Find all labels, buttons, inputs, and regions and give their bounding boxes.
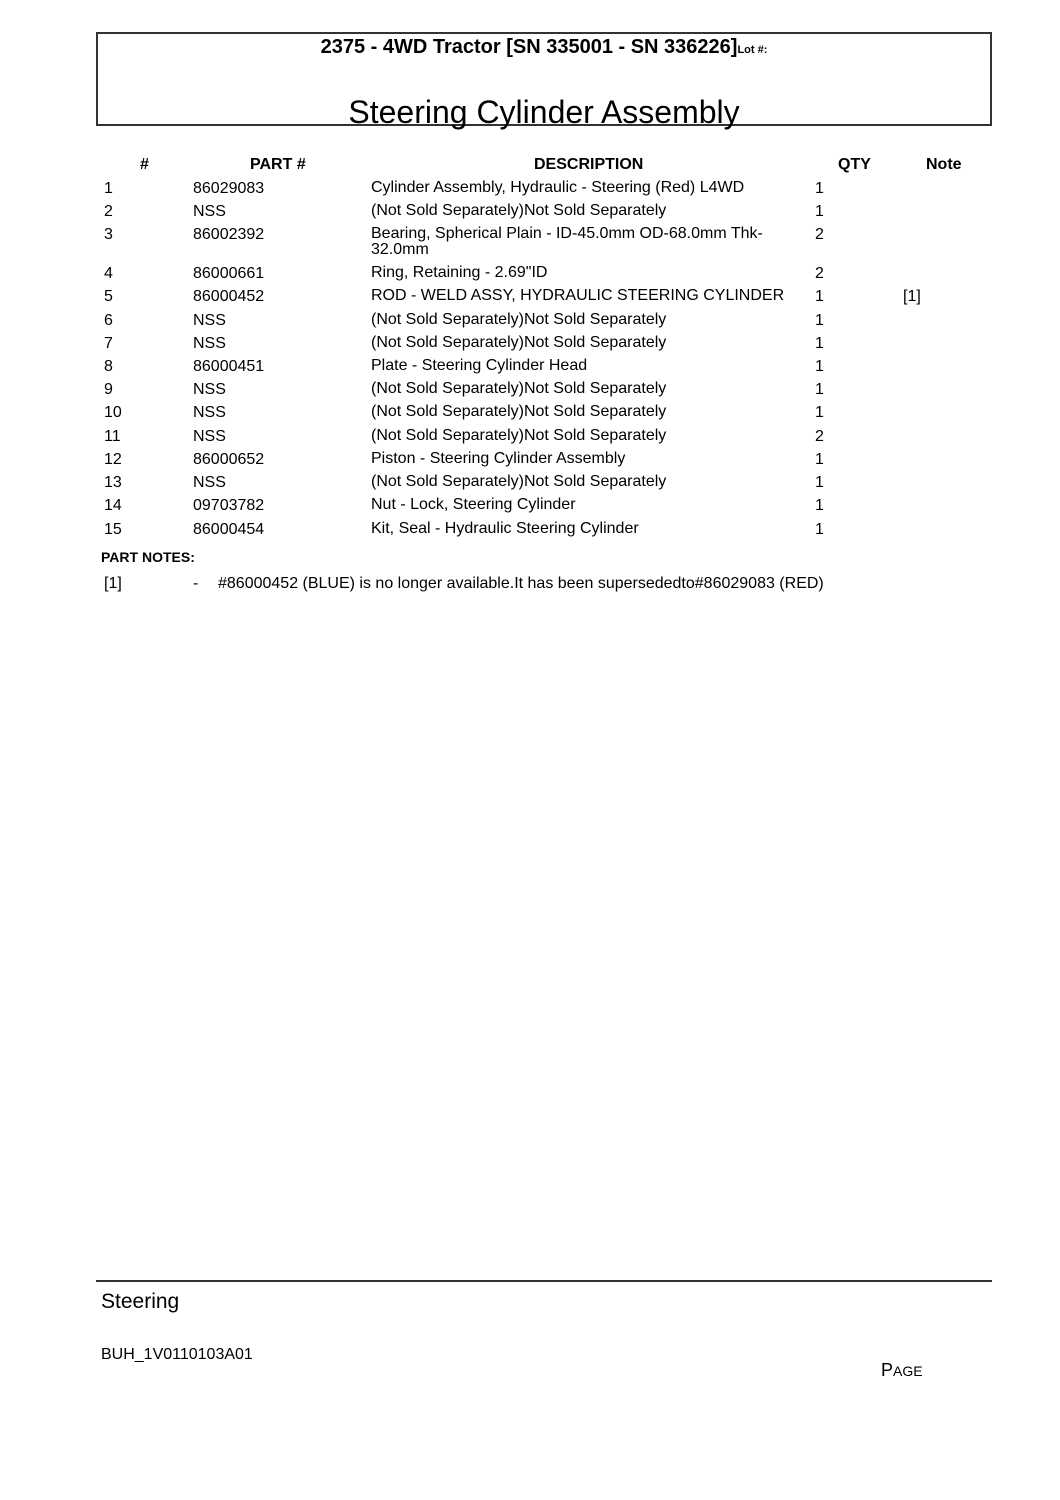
quantity: 1 (815, 497, 824, 514)
description: (Not Sold Separately)Not Sold Separately (371, 473, 667, 490)
part-number: NSS (193, 335, 226, 352)
quantity: 1 (815, 381, 824, 398)
description: (Not Sold Separately)Not Sold Separately (371, 334, 667, 351)
document-code: BUH_1V0110103A01 (101, 1346, 253, 1363)
row-num: 11 (104, 428, 121, 445)
row-num: 15 (104, 521, 122, 538)
description: Cylinder Assembly, Hydraulic - Steering (Red) L4WD (371, 179, 745, 196)
part-number: NSS (193, 312, 226, 329)
col-header-note: Note (926, 156, 962, 173)
row-num: 3 (104, 226, 113, 243)
description: (Not Sold Separately)Not Sold Separately (371, 311, 667, 328)
col-header-qty: QTY (838, 156, 871, 173)
row-num: 12 (104, 451, 122, 468)
row-num: 4 (104, 265, 113, 282)
description: Piston - Steering Cylinder Assembly (371, 450, 626, 467)
page-label (881, 1360, 923, 1381)
quantity: 1 (815, 312, 824, 329)
part-number: 86000661 (193, 265, 265, 282)
quantity: 1 (815, 203, 824, 220)
row-num: 1 (104, 180, 113, 197)
row-num: 9 (104, 381, 113, 398)
lot-label: Lot #: (737, 44, 768, 56)
part-number: 86000451 (193, 358, 265, 375)
part-number: 86029083 (193, 180, 265, 197)
quantity: 1 (815, 451, 824, 468)
header-box (96, 32, 992, 130)
note-ref: [1] (104, 575, 122, 592)
col-header-description: DESCRIPTION (534, 156, 644, 173)
part-number: 86000652 (193, 451, 265, 468)
quantity: 1 (815, 358, 824, 375)
description: (Not Sold Separately)Not Sold Separately (371, 427, 667, 444)
row-num: 7 (104, 335, 113, 352)
section-name: Steering (101, 1290, 180, 1313)
part-number: NSS (193, 404, 226, 421)
description: Ring, Retaining - 2.69"ID (371, 264, 548, 281)
part-number: 86002392 (193, 226, 265, 243)
part-number: 86000452 (193, 288, 265, 305)
col-header-part: PART # (250, 156, 306, 173)
row-num: 10 (104, 404, 122, 421)
quantity: 1 (815, 180, 824, 197)
note-dash: - (193, 575, 199, 592)
part-number: 86000454 (193, 521, 265, 538)
quantity: 1 (815, 335, 824, 352)
part-notes-label: PART NOTES: (101, 549, 195, 565)
description: (Not Sold Separately)Not Sold Separately (371, 380, 667, 397)
quantity: 2 (815, 428, 824, 445)
part-number: 09703782 (193, 497, 265, 514)
description: (Not Sold Separately)Not Sold Separately (371, 202, 667, 219)
description: ROD - WELD ASSY, HYDRAULIC STEERING CYLINDER (371, 287, 785, 304)
row-num: 5 (104, 288, 113, 305)
row-num: 13 (104, 474, 122, 491)
page-title: Steering Cylinder Assembly (348, 94, 740, 130)
row-num: 6 (104, 312, 113, 329)
row-num: 8 (104, 358, 113, 375)
description: Bearing, Spherical Plain - ID-45.0mm OD-68.0mm Thk-32.0mm (371, 225, 763, 258)
quantity: 1 (815, 521, 824, 538)
model-name: 2375 - 4WD Tractor [SN 335001 - SN 336226] (320, 36, 738, 58)
part-number: NSS (193, 381, 226, 398)
note-text: #86000452 (BLUE) is no longer available.It has been supersededto#86029083 (RED) (218, 575, 824, 592)
description: Kit, Seal - Hydraulic Steering Cylinder (371, 520, 639, 537)
col-header-num: # (140, 156, 149, 173)
part-number: NSS (193, 428, 226, 445)
part-number: NSS (193, 203, 226, 220)
quantity: 1 (815, 474, 824, 491)
quantity: 1 (815, 288, 824, 305)
part-number: NSS (193, 474, 226, 491)
row-num: 14 (104, 497, 122, 514)
page-label-rest: AGE (893, 1363, 923, 1379)
note-ref: [1] (903, 288, 921, 305)
quantity: 1 (815, 404, 824, 421)
description: Plate - Steering Cylinder Head (371, 357, 588, 374)
quantity: 2 (815, 226, 824, 243)
page-label-initial: P (881, 1360, 894, 1380)
model-title (98, 36, 990, 59)
quantity: 2 (815, 265, 824, 282)
description: (Not Sold Separately)Not Sold Separately (371, 403, 667, 420)
row-num: 2 (104, 203, 113, 220)
footer-divider (96, 1280, 992, 1282)
description: Nut - Lock, Steering Cylinder (371, 496, 576, 513)
